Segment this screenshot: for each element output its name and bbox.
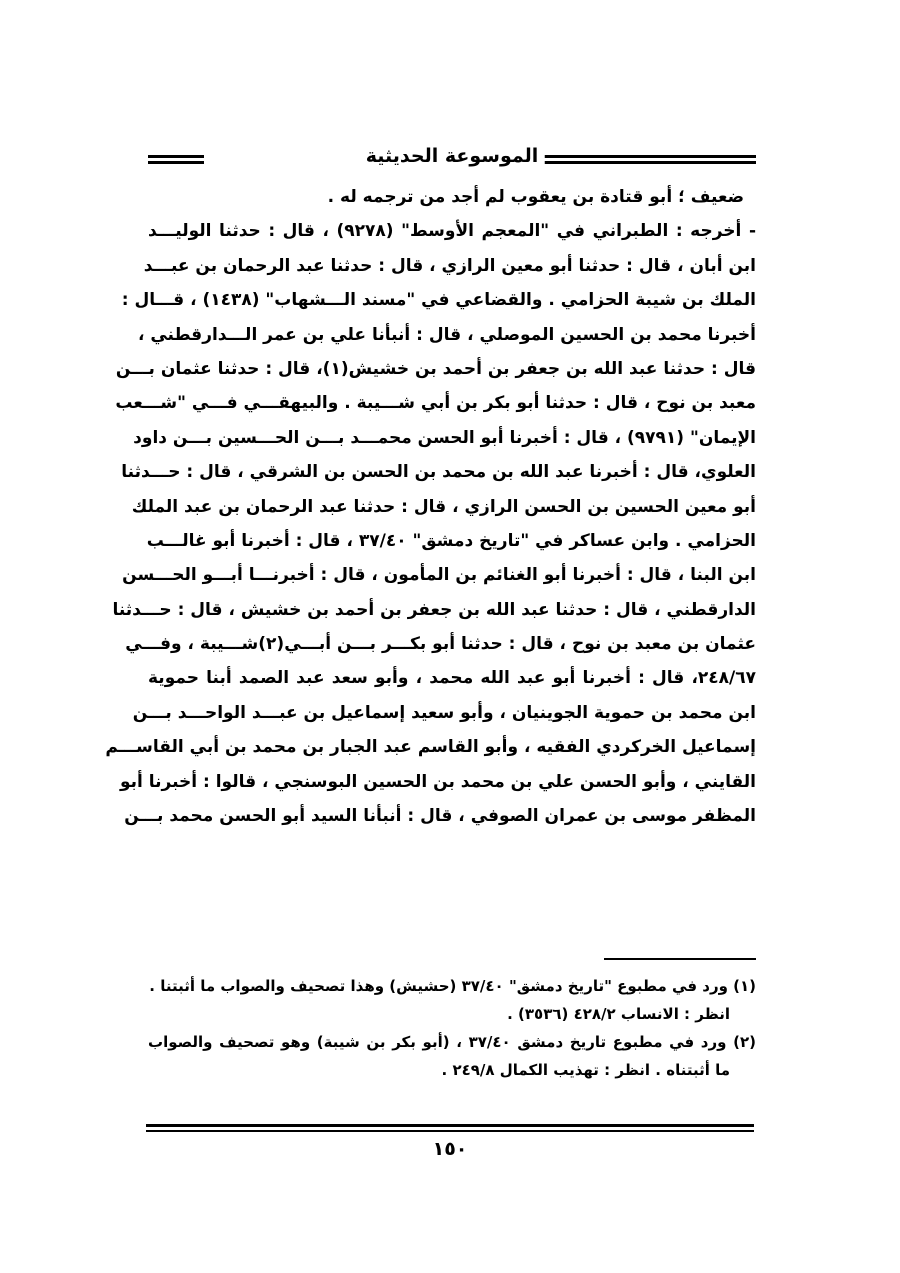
footnote-1-line-2: انظر : الانساب ٤٢٨/٢ (٣٥٣٦) . (507, 1005, 730, 1023)
text-line: ابن محمد بن حموية الجوينيان ، وأبو سعيد إسماعيل بن عبـــد الواحـــد بـــن (132, 702, 756, 723)
text-line: ابن أبان ، قال : حدثنا أبو معين الرازي ، قال : حدثنا عبد الرحمان بن عبـــد (143, 255, 756, 276)
text-line: ابن البنا ، قال : أخبرنا أبو الغنائم بن المأمون ، قال : أخبرنـــا أبـــو الحـــسن (122, 565, 756, 586)
text-line: القايني ، وأبو الحسن علي بن محمد بن الحسين البوسنجي ، قالوا : أخبرنا أبو (119, 771, 756, 792)
text-line: الدارقطني ، قال : حدثنا عبد الله بن جعفر بن أحمد بن خشيش ، قال : حـــدثنا (112, 599, 756, 620)
footnote-2-line-1: (٢) ورد في مطبوع تاريخ دمشق ٣٧/٤٠ ، (أبو بكر بن شيبة) وهو تصحيف والصواب (148, 1033, 756, 1051)
text-line: العلوي، قال : أخبرنا عبد الله بن محمد بن الحسن بن الشرقي ، قال : حـــدثنا (121, 462, 756, 483)
running-header (148, 143, 756, 173)
bottom-rule-thick (146, 1124, 754, 1127)
text-line: المظفر موسى بن عمران الصوفي ، قال : أنبأنا السيد أبو الحسن محمد بـــن (124, 806, 756, 827)
footnote-2-line-2: ما أثبتناه . انظر : تهذيب الكمال ٢٤٩/٨ . (441, 1061, 730, 1079)
text-line: أخبرنا محمد بن الحسين الموصلي ، قال : أنبأنا علي بن عمر الـــدارقطني ، (137, 324, 756, 345)
text-line: إسماعيل الخركردي الفقيه ، وأبو القاسم عبد الجبار بن محمد بن أبي القاســـم (105, 737, 756, 758)
footnotes (148, 972, 756, 1084)
page-number: ١٥٠ (432, 1138, 468, 1160)
main-text (105, 180, 756, 833)
footnote-separator (604, 958, 756, 960)
text-line: ٢٤٨/٦٧، قال : أخبرنا أبو عبد الله محمد ، وأبو سعد عبد الصمد أبنا حموية (148, 668, 756, 689)
footnote-1-line-1: (١) ورد في مطبوع "تاريخ دمشق" ٣٧/٤٠ (حشيش) وهذا تصحيف والصواب ما أثبتنا . (149, 977, 756, 995)
text-line: الإيمان" (٩٧٩١) ، قال : أخبرنا أبو الحسن محمـــد بـــن الحـــسين بـــن داود (133, 427, 756, 448)
text-line: ضعيف ؛ أبو قتادة بن يعقوب لم أجد من ترجمه له . (327, 187, 744, 207)
text-line: معبد بن نوح ، قال : حدثنا أبو بكر بن أبي شـــيبة . والبيهقـــي فـــي "شـــعب (115, 393, 756, 414)
text-line: - أخرجه : الطبراني في "المعجم الأوسط" (٩٢٧٨) ، قال : حدثنا الوليـــد (148, 221, 756, 242)
text-line: عثمان بن معبد بن نوح ، قال : حدثنا أبو بكـــر بـــن أبـــي(٢)شـــيبة ، وفـــي (125, 634, 756, 655)
text-line: قال : حدثنا عبد الله بن جعفر بن أحمد بن خشيش(١)، قال : حدثنا عثمان بـــن (115, 358, 756, 379)
text-line: أبو معين الحسين بن الحسن الرازي ، قال : حدثنا عبد الرحمان بن عبد الملك (131, 496, 756, 517)
text-line: الملك بن شيبة الحزامي . والقضاعي في "مسند الـــشهاب" (١٤٣٨) ، قـــال : (121, 290, 756, 311)
bottom-rule-thin (146, 1130, 754, 1132)
header-rule-left (148, 155, 204, 164)
book-title: الموسوعة الحديثية (360, 143, 545, 169)
text-line: الحزامي . وابن عساكر في "تاريخ دمشق" ٣٧/٤٠ ، قال : أخبرنا أبو غالـــب (146, 530, 756, 551)
